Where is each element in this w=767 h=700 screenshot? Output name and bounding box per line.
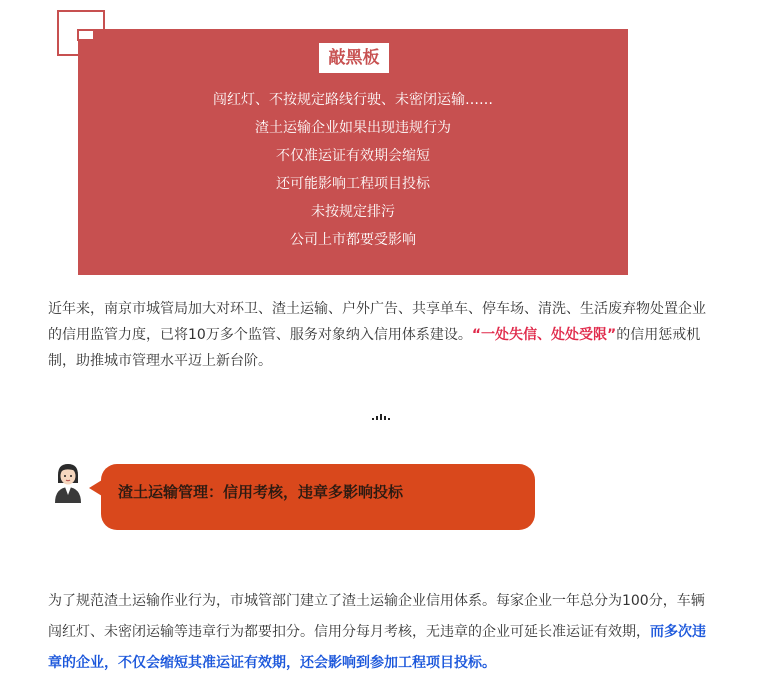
blackboard-line: 渣土运输企业如果出现违规行为 (255, 120, 451, 136)
blackboard-title: 敲黑板 (319, 43, 389, 73)
section-heading-bubble (101, 464, 535, 530)
section-heading: 渣土运输管理：信用考核，违章多影响投标 (118, 483, 404, 501)
woman-avatar-icon (50, 461, 86, 503)
blackboard-line: 未按规定排污 (311, 204, 395, 220)
intro-text-end: 的信用惩戒机制，助推城市管理水平迈上新台阶。 (48, 327, 701, 369)
dots-divider-icon (372, 412, 396, 422)
blackboard-line: 公司上市都要受影响 (290, 232, 416, 248)
blackboard-line: 还可能影响工程项目投标 (276, 176, 430, 192)
intro-text: 近年来，南京市城管局加大对环卫、渣土运输、户外广告、共享单车、停车场、清洗、生活废弃物处置企业的信用监管力度，已将10万多个监管、服务对象纳入信用体系建设。 (48, 301, 706, 343)
intro-paragraph (48, 296, 716, 374)
corner-decoration-inner (77, 29, 95, 41)
body-paragraph (48, 586, 716, 679)
blackboard-box (78, 29, 628, 275)
intro-highlight: “一处失信、处处受限” (471, 327, 617, 343)
blackboard-line: 闯红灯、不按规定路线行驶、未密闭运输…… (213, 92, 493, 108)
body-text: 为了规范渣土运输作业行为，市城管部门建立了渣土运输企业信用体系。每家企业一年总分为100分，车辆闯红灯、未密闭运输等违章行为都要扣分。信用分每月考核，无违章的企业可延长准运证有效期， (48, 593, 705, 640)
blackboard-line: 不仅准运证有效期会缩短 (276, 148, 430, 164)
body-highlight: 而多次违章的企业，不仅会缩短其准运证有效期，还会影响到参加工程项目投标。 (48, 624, 706, 671)
